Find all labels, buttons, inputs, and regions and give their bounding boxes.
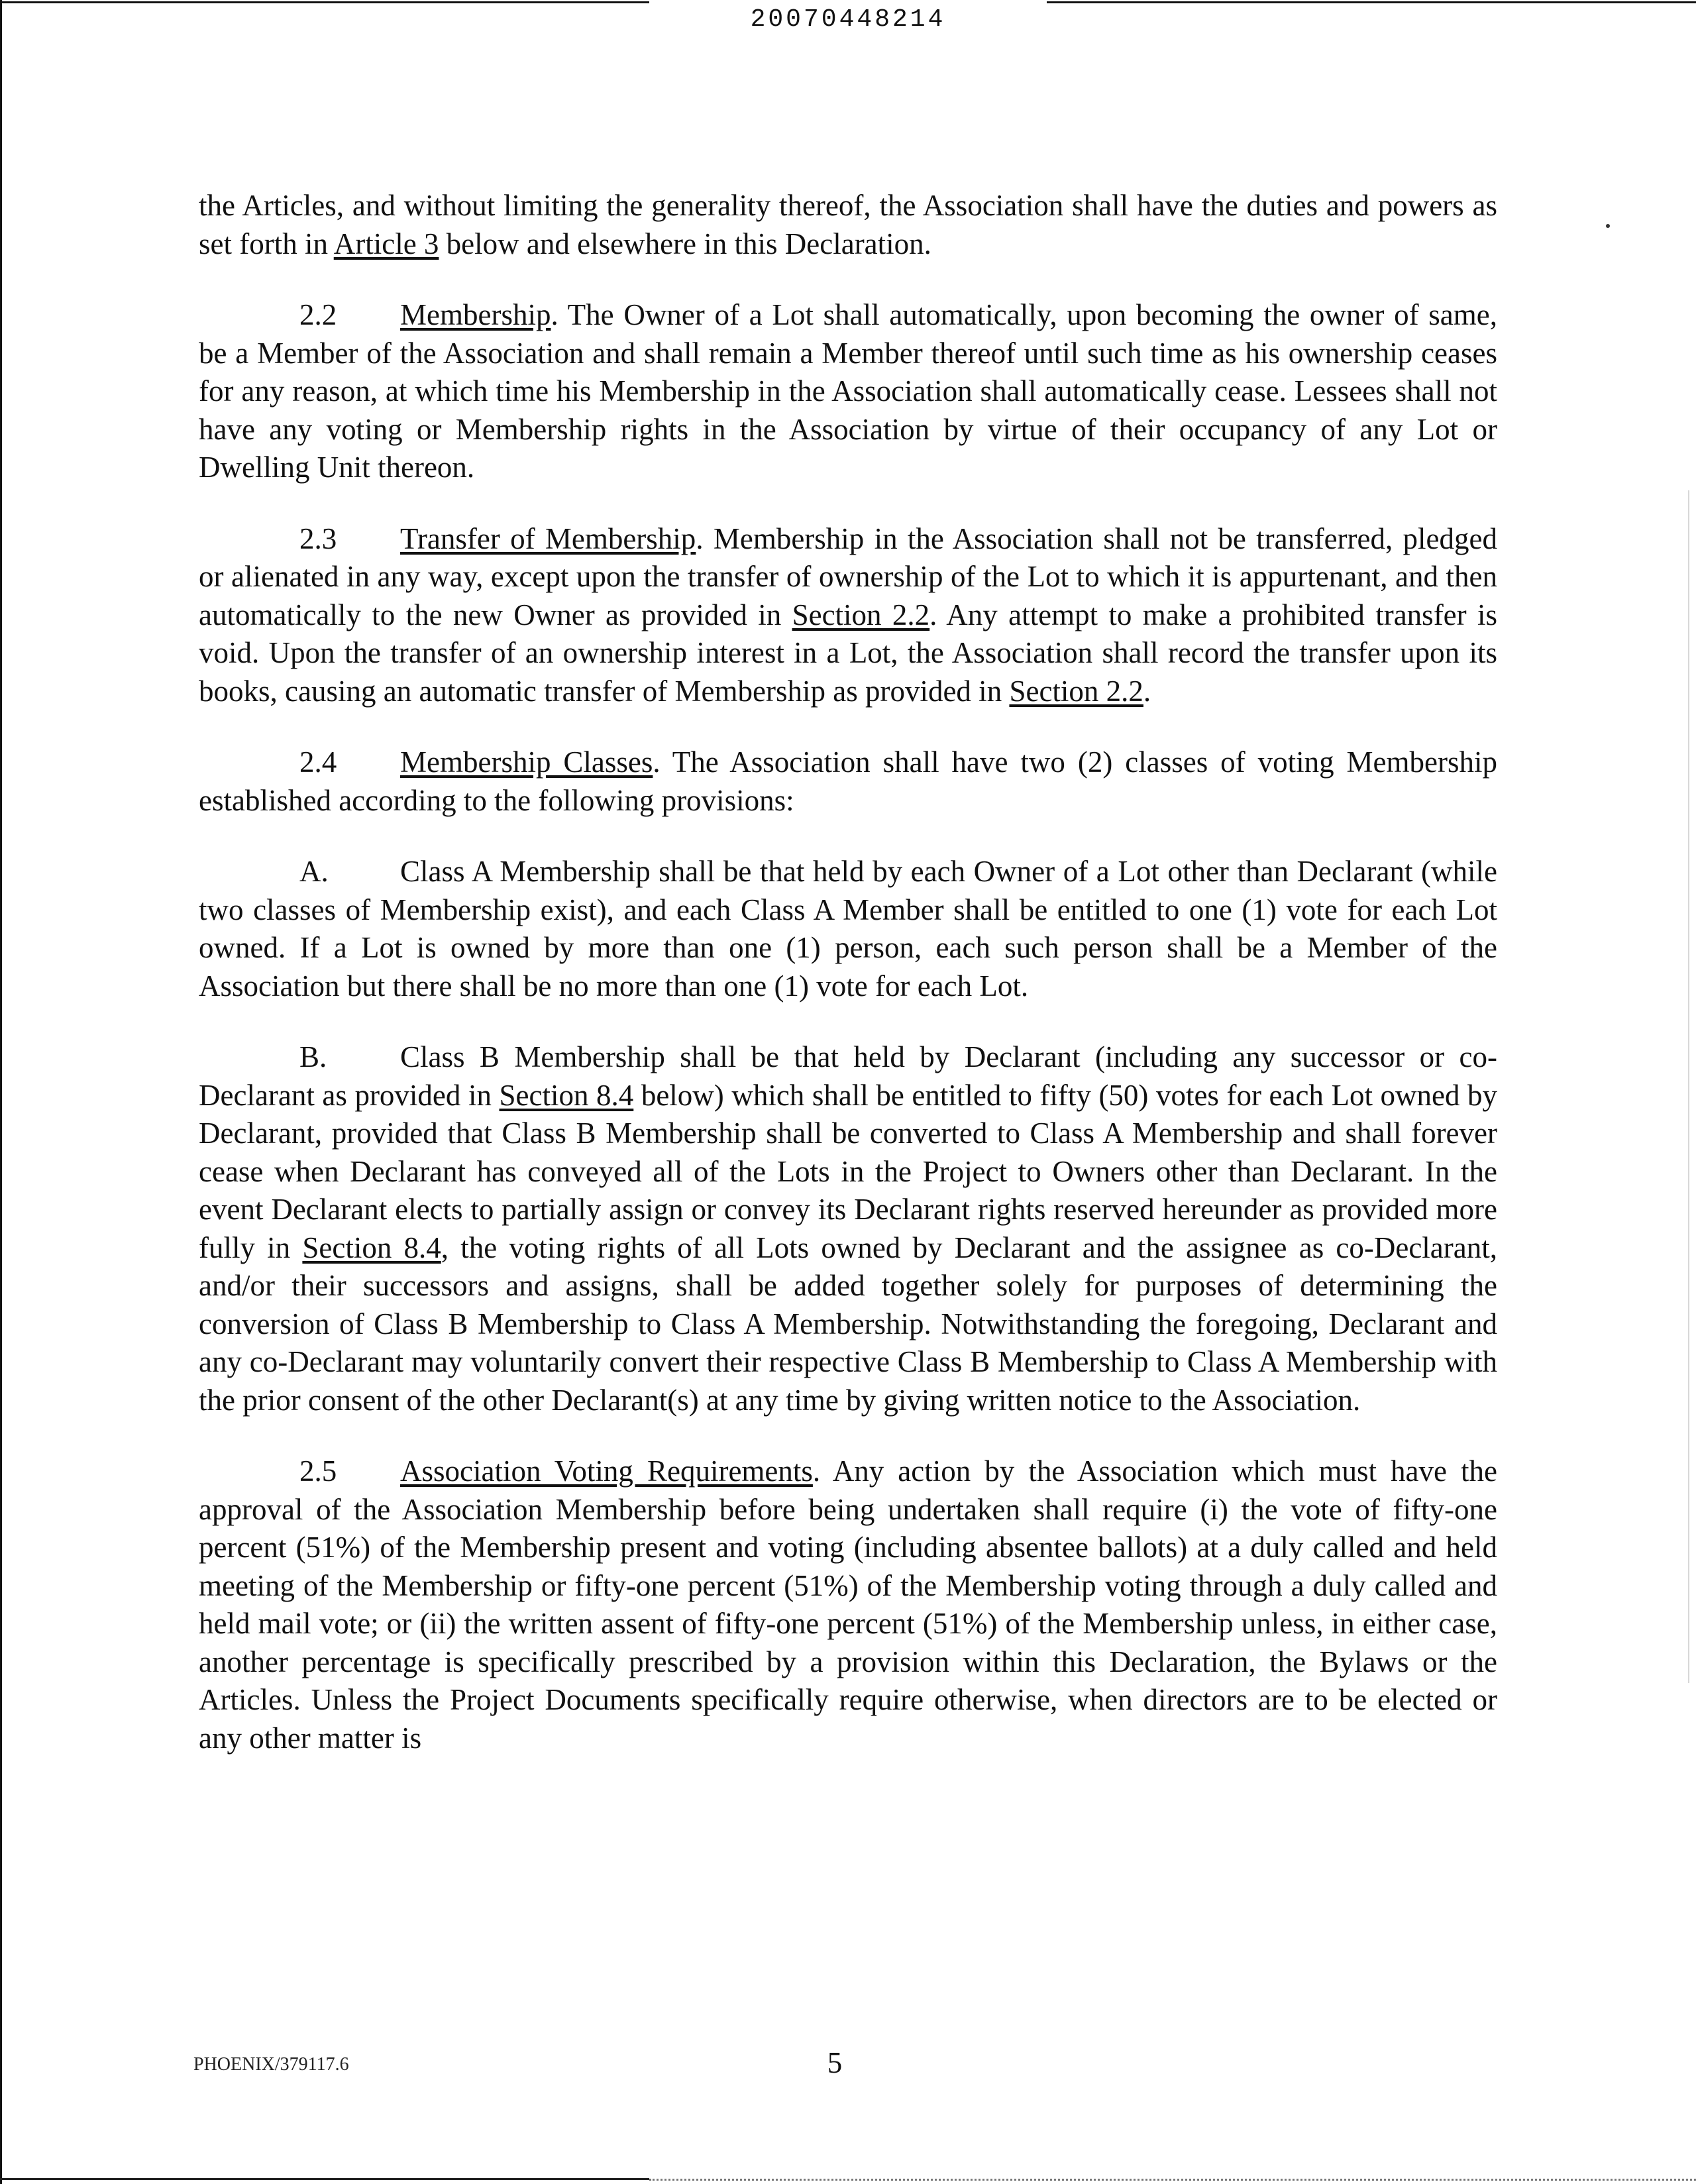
subsection-2-4-b: B. Class B Membership shall be that held by Declarant (including any successor or co-Declarant as provided in Section 8.4 below) which shall be entitled to fifty (50) votes for each Lot owned by Declarant, provided that Class B Membership shall be converted to Class A Membership and shall forever cease when Declarant has conveyed all of the Lots in the Project to Owners other than Declarant. In the event Declarant elects to partially assign or convey its Declarant rights reserved hereunder as provided more fully in Section 8.4, the voting rights of all Lots owned by Declarant and the assignee as co-Declarant, and/or their successors and assigns, shall be added together solely for purposes of determining the conversion of Class B Membership to Class A Membership. Notwithstanding the foregoing, Declarant and any co-Declarant may voluntarily convert their respective Class B Membership to Class A Membership with the prior consent of the other Declarant(s) at any time by giving written notice to the Association. bbox=[199, 1038, 1497, 1419]
section-heading: Membership bbox=[400, 298, 551, 331]
bottom-dotted-border bbox=[649, 2179, 1696, 2181]
section-number: 2.5 bbox=[299, 1454, 337, 1488]
subsection-2-4-a: A. Class A Membership shall be that held by each Owner of a Lot other than Declarant (while two classes of Membership exist), and each Class A Member shall be entitled to one (1) vote for each Lot owned. If a Lot is owned by more than one (1) person, each such person shall be a Member of the Association but there shall be no more than one (1) vote for each Lot. bbox=[199, 853, 1497, 1005]
section-2-2-reference: Section 2.2 bbox=[792, 598, 930, 631]
section-8-4-reference: Section 8.4 bbox=[302, 1230, 441, 1264]
section-heading: Membership Classes bbox=[400, 745, 653, 779]
top-border-right bbox=[1047, 1, 1696, 3]
paragraph-intro: the Articles, and without limiting the generality thereof, the Association shall have the duties and powers as set forth in Article 3 below and elsewhere in this Declaration. bbox=[199, 189, 1497, 260]
document-number: 20070448214 bbox=[750, 5, 946, 34]
section-2-4: 2.4 Membership Classes. The Association shall have two (2) classes of voting Membership established according to the following provisions: bbox=[199, 743, 1497, 820]
section-2-5: 2.5 Association Voting Requirements. Any action by the Association which must have the approval of the Association Membership before being undertaken shall require (i) the vote of fifty-one percent (51%) of the Membership present and voting (including absentee ballots) at a duly called and held meeting of the Membership or fifty-one percent (51%) of the Membership voting through a duly called and held mail vote; or (ii) the written assent of fifty-one percent (51%) of the Membership unless, in either case, another percentage is specifically prescribed by a provision within this Declaration, the Bylaws or the Articles. Unless the Project Documents specifically require otherwise, when directors are to be elected or any other matter is bbox=[199, 1452, 1497, 1757]
section-number: 2.2 bbox=[299, 298, 337, 331]
section-heading: Association Voting Requirements bbox=[400, 1454, 813, 1488]
article-3-reference: Article 3 bbox=[333, 227, 439, 260]
top-border-left bbox=[0, 1, 649, 3]
section-2-2-reference: Section 2.2 bbox=[1009, 674, 1143, 708]
bottom-border bbox=[0, 2178, 649, 2180]
page-number: 5 bbox=[827, 2046, 843, 2079]
scan-speck bbox=[1606, 224, 1610, 228]
section-number: 2.3 bbox=[299, 521, 337, 555]
subsection-letter: B. bbox=[299, 1040, 327, 1073]
subsection-letter: A. bbox=[299, 855, 329, 888]
left-border bbox=[0, 0, 2, 2184]
right-scan-edge bbox=[1688, 490, 1689, 1683]
section-8-4-reference: Section 8.4 bbox=[499, 1078, 634, 1112]
section-number: 2.4 bbox=[299, 745, 337, 779]
footer-document-code: PHOENIX/379117.6 bbox=[193, 2054, 349, 2075]
document-body bbox=[199, 187, 1497, 1790]
section-2-2: 2.2 Membership. The Owner of a Lot shall automatically, upon becoming the owner of same, be a Member of the Association and shall remain a Member thereof until such time as his ownership ceases for any reason, at which time his Membership in the Association shall automatically cease. Lessees shall not have any voting or Membership rights in the Association by virtue of their occupancy of any Lot or Dwelling Unit thereon. bbox=[199, 296, 1497, 487]
section-2-3: 2.3 Transfer of Membership. Membership in the Association shall not be transferred, pledged or alienated in any way, except upon the transfer of ownership of the Lot to which it is appurtenant, and then automatically to the new Owner as provided in Section 2.2. Any attempt to make a prohibited transfer is void. Upon the transfer of an ownership interest in a Lot, the Association shall record the transfer upon its books, causing an automatic transfer of Membership as provided in Section 2.2. bbox=[199, 520, 1497, 711]
section-heading: Transfer of Membership bbox=[400, 521, 696, 555]
